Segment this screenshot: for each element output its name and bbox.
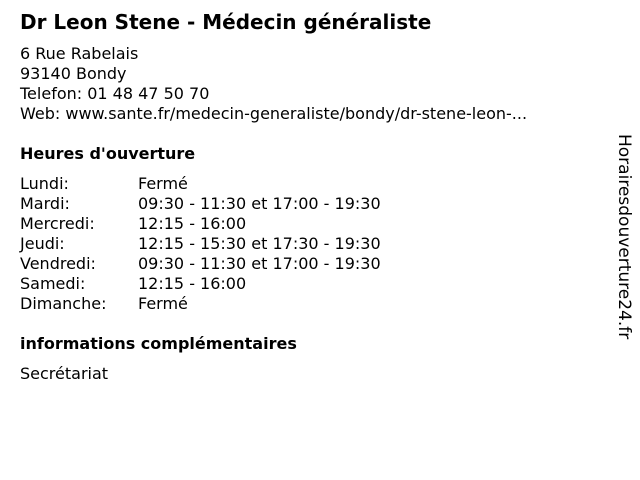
time-value: Fermé (138, 294, 188, 313)
day-label: Mardi: (20, 194, 70, 213)
additional-info-heading: informations complémentaires (20, 334, 297, 353)
day-label: Jeudi: (20, 234, 65, 253)
time-value: 12:15 - 16:00 (138, 274, 247, 293)
time-value: Fermé (138, 174, 188, 193)
day-label: Dimanche: (20, 294, 107, 313)
day-label: Samedi: (20, 274, 86, 293)
time-value: 12:15 - 16:00 (138, 214, 247, 233)
day-label: Mercredi: (20, 214, 95, 233)
page-title: Dr Leon Stene - Médecin généraliste (20, 10, 432, 34)
address-street: 6 Rue Rabelais (20, 44, 139, 63)
opening-hours-heading: Heures d'ouverture (20, 144, 196, 163)
time-value: 12:15 - 15:30 et 17:30 - 19:30 (138, 234, 381, 253)
additional-info-text: Secrétariat (20, 364, 109, 383)
phone-number: Telefon: 01 48 47 50 70 (20, 84, 210, 103)
address-city: 93140 Bondy (20, 64, 127, 83)
site-watermark: Horairesdouverture24.fr (614, 134, 634, 340)
website-link[interactable]: Web: www.sante.fr/medecin-generaliste/bondy/dr-stene-leon-... (20, 104, 528, 123)
time-value: 09:30 - 11:30 et 17:00 - 19:30 (138, 254, 381, 273)
day-label: Lundi: (20, 174, 69, 193)
time-value: 09:30 - 11:30 et 17:00 - 19:30 (138, 194, 381, 213)
day-label: Vendredi: (20, 254, 96, 273)
address-block (20, 44, 527, 124)
